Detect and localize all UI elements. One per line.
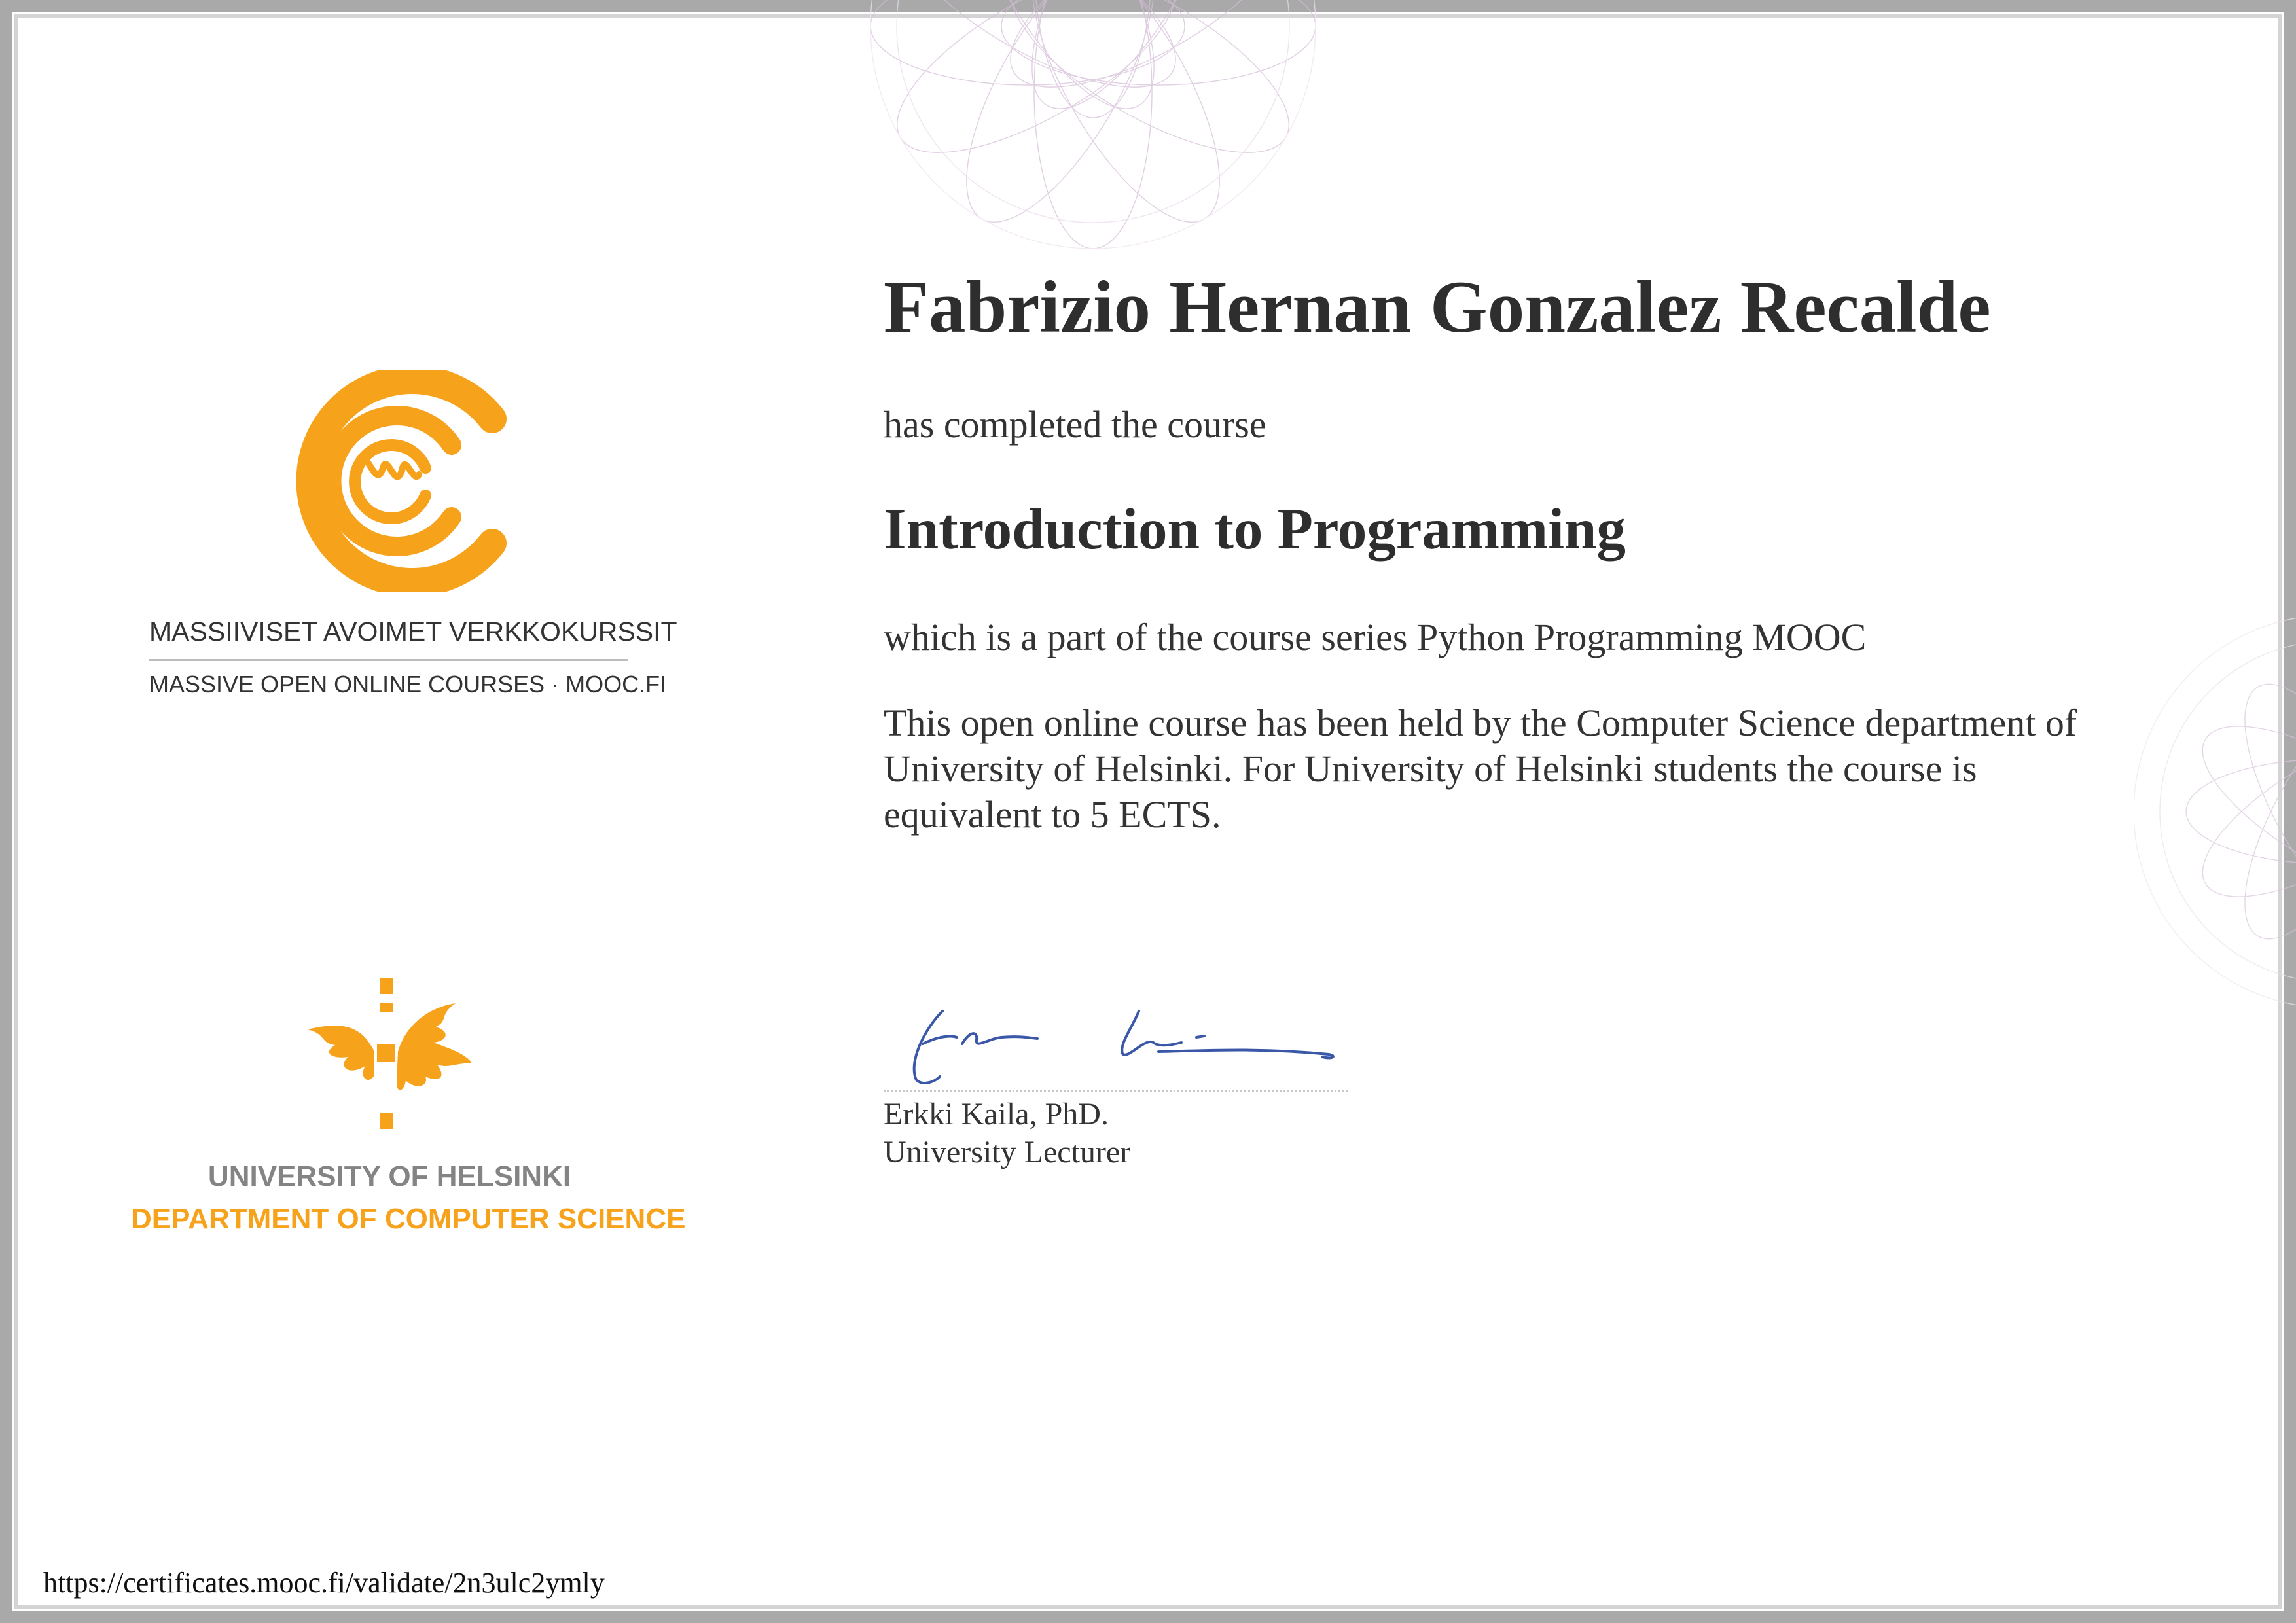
signature-line [884,1090,1348,1092]
mooc-swirl-logo-icon [262,370,511,592]
rosette-top-decoration [844,0,1342,275]
department-name: DEPARTMENT OF COMPUTER SCIENCE [131,1203,686,1235]
handwritten-signature [897,991,1355,1096]
mooc-logo-finnish-text: MASSIIVISET AVOIMET VERKKOKURSSIT [149,616,677,647]
completed-statement: has completed the course [884,403,1266,446]
recipient-name: Fabrizio Hernan Gonzalez Recalde [884,266,1991,348]
university-name: UNIVERSITY OF HELSINKI [207,1160,571,1192]
validation-url: https://certificates.mooc.fi/validate/2n3ulc2ymly [43,1567,605,1599]
mooc-logo-divider [149,659,628,661]
signatory-title: University Lecturer [884,1135,1131,1169]
course-title: Introduction to Programming [884,497,1626,562]
course-description: This open online course has been held by the Computer Science department of University of Helsinki. For University of Helsinki students the course is equivalent to 5 ECTS. [884,702,2077,836]
course-series-statement: which is a part of the course series Python Programming MOOC [884,616,1867,658]
rosette-right-decoration [2134,576,2296,1047]
signatory-name: Erkki Kaila, PhD. [884,1097,1109,1132]
mooc-logo-english-text: MASSIVE OPEN ONLINE COURSES · MOOC.FI [149,671,667,698]
helsinki-flame-logo-icon [301,978,471,1135]
